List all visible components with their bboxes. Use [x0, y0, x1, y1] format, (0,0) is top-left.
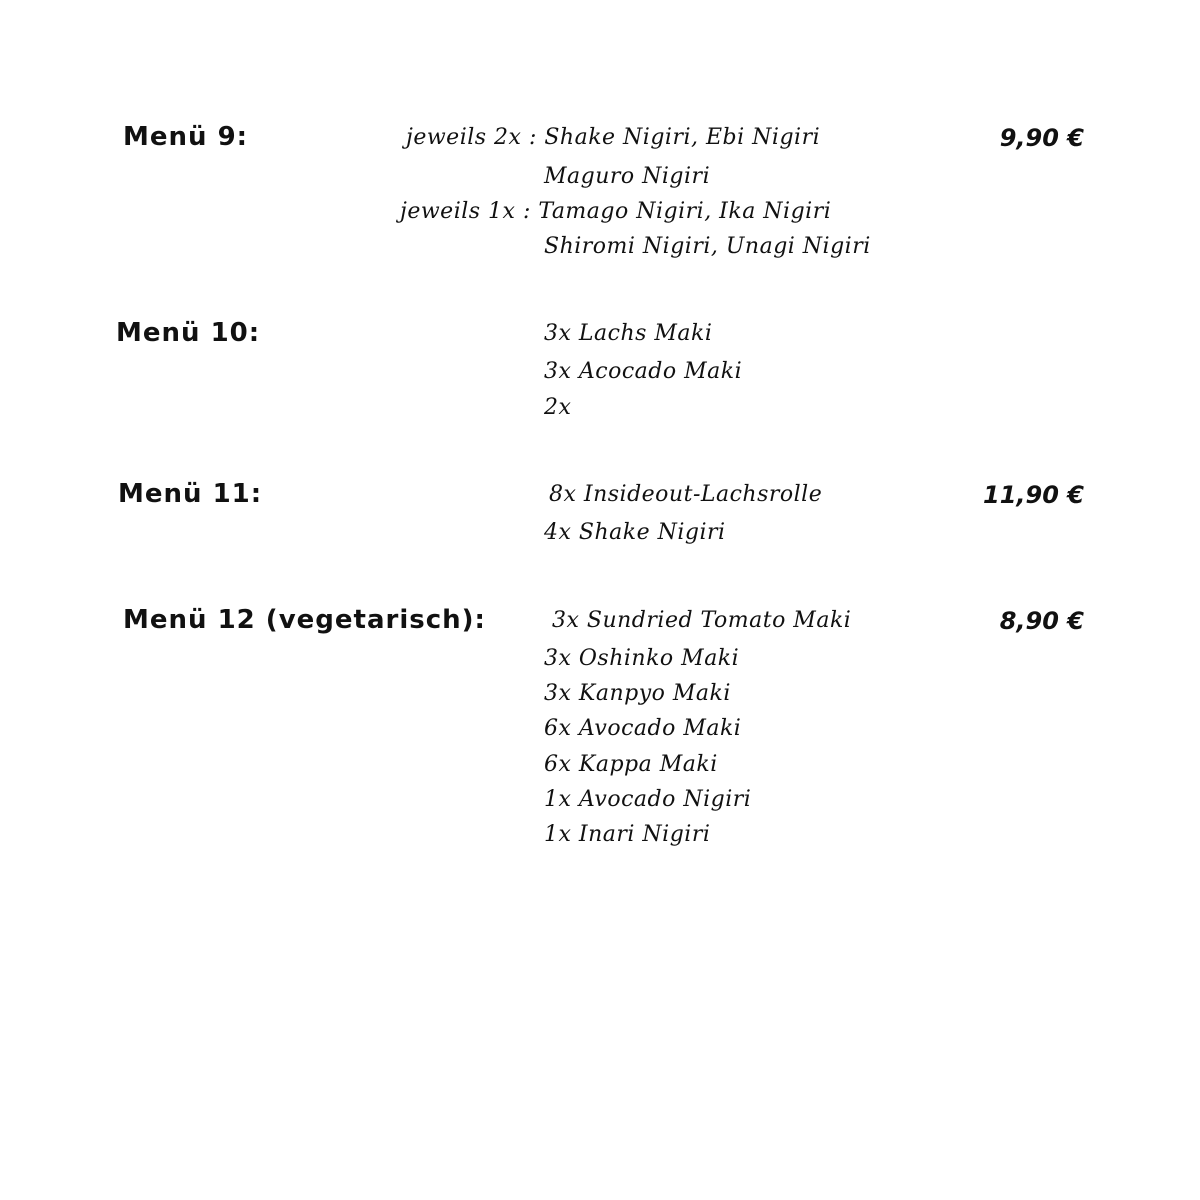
menu-12-line-4: 6x Avocado Maki	[544, 716, 742, 741]
menu-11-title: Menü 11:	[118, 479, 263, 509]
menu-10-title: Menü 10:	[116, 318, 261, 348]
menu-11-price: 11,90 €	[983, 481, 1084, 509]
menu-11-line-2: 4x Shake Nigiri	[544, 520, 726, 545]
menu-9-line-4: Shiromi Nigiri, Unagi Nigiri	[544, 234, 871, 259]
menu-12-line-1: 3x Sundried Tomato Maki	[552, 608, 852, 633]
menu-9-title: Menü 9:	[123, 122, 249, 152]
menu-11-line-1: 8x Insideout-Lachsrolle	[549, 482, 823, 507]
menu-12-line-7: 1x Inari Nigiri	[544, 822, 711, 847]
menu-12-line-2: 3x Oshinko Maki	[544, 646, 740, 671]
menu-9-line-2: Maguro Nigiri	[544, 164, 711, 189]
menu-12-price: 8,90 €	[999, 607, 1084, 635]
menu-10-line-2: 3x Acocado Maki	[544, 359, 743, 384]
menu-9-line-1: jeweils 2x : Shake Nigiri, Ebi Nigiri	[406, 125, 821, 150]
menu-12-title: Menü 12 (vegetarisch):	[123, 605, 486, 635]
menu-9-price: 9,90 €	[999, 124, 1084, 152]
menu-12-line-6: 1x Avocado Nigiri	[544, 787, 752, 812]
menu-12-line-5: 6x Kappa Maki	[544, 752, 718, 777]
menu-9-line-3: jeweils 1x : Tamago Nigiri, Ika Nigiri	[400, 199, 832, 224]
menu-12-line-3: 3x Kanpyo Maki	[544, 681, 731, 706]
menu-10-line-1: 3x Lachs Maki	[544, 321, 713, 346]
menu-10-line-3: 2x	[544, 395, 572, 420]
